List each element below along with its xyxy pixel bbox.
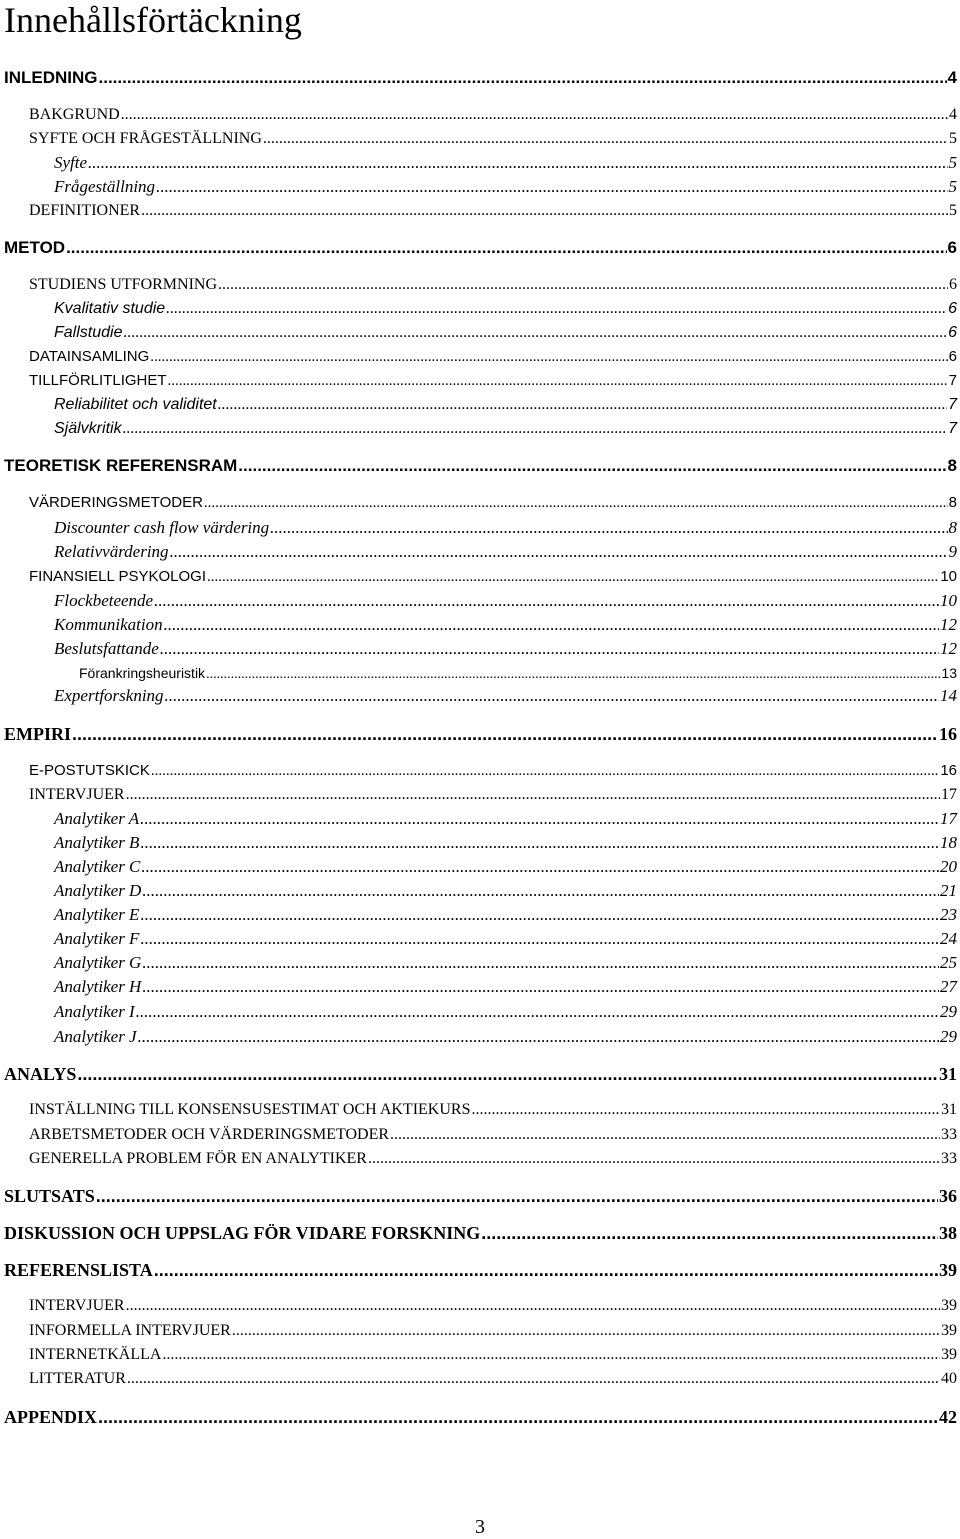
toc-entry-section[interactable]: [29, 369, 960, 393]
toc-label: INLEDNING: [4, 68, 98, 87]
toc-entry-subsection[interactable]: [54, 321, 960, 345]
toc-page: 38: [939, 1223, 957, 1243]
toc-page: 29: [940, 1027, 957, 1046]
toc-page: 21: [940, 881, 957, 900]
toc-page: 40: [941, 1370, 957, 1387]
toc-entry-chapter[interactable]: [4, 1062, 960, 1086]
toc-entry-section[interactable]: [29, 345, 960, 369]
toc-leader: [142, 879, 939, 903]
toc-page: 16: [940, 762, 957, 779]
toc-entry-section[interactable]: [29, 103, 960, 127]
toc-page: 12: [940, 639, 957, 658]
toc-page: 27: [940, 977, 957, 996]
toc-label: Syfte: [54, 153, 88, 172]
toc-leader: [151, 759, 939, 783]
toc-label: Relativvärdering: [54, 542, 169, 561]
toc-label: APPENDIX: [4, 1407, 97, 1427]
toc-page: 18: [940, 833, 957, 852]
toc-leader: [88, 151, 947, 175]
toc-entry-chapter[interactable]: [4, 66, 960, 90]
toc-entry-section[interactable]: [29, 273, 960, 297]
toc-leader: [170, 540, 948, 564]
toc-leader: [263, 127, 948, 151]
toc-leader: [66, 236, 946, 260]
toc-label: SLUTSATS: [4, 1186, 95, 1206]
toc-leader: [166, 297, 947, 321]
toc-leader: [207, 565, 939, 589]
toc-label: Analytiker B: [54, 833, 140, 852]
toc-label: INTERVJUER: [29, 1297, 125, 1314]
toc-entry-subsubsection[interactable]: [79, 661, 960, 685]
toc-label: Reliabilitet och validitet: [54, 396, 217, 413]
toc-leader: [160, 637, 939, 661]
toc-leader: [165, 684, 939, 708]
toc-leader: [140, 927, 939, 951]
toc-page: 25: [940, 953, 957, 972]
toc-leader: [232, 1319, 940, 1343]
toc-label: ARBETSMETODER OCH VÄRDERINGSMETODER: [29, 1126, 390, 1143]
toc-entry-chapter[interactable]: [4, 722, 960, 746]
toc-entry-section[interactable]: [29, 1367, 960, 1391]
toc-page: 39: [941, 1346, 957, 1363]
toc-label: ANALYS: [4, 1064, 77, 1084]
toc-entry-subsection[interactable]: [54, 1000, 960, 1024]
toc-leader: [141, 199, 948, 223]
toc-label: Analytiker A: [54, 809, 140, 828]
toc-page: 5: [949, 202, 957, 219]
toc-label: Förankringsheuristik: [79, 665, 206, 681]
toc-entry-subsection[interactable]: [54, 540, 960, 564]
toc-page: 31: [941, 1101, 957, 1118]
toc-page: 8: [948, 518, 957, 537]
toc-leader: [77, 1062, 938, 1086]
toc-page: 13: [941, 665, 957, 681]
toc-label: Analytiker F: [54, 929, 140, 948]
toc-entry-subsection[interactable]: [54, 516, 960, 540]
toc-label: INSTÄLLNING TILL KONSENSUSESTIMAT OCH AKTIEKURS: [29, 1101, 471, 1118]
toc-entry-section[interactable]: [29, 1319, 960, 1343]
toc-leader: [150, 345, 947, 369]
toc-page: 16: [939, 724, 957, 744]
toc-page: 6: [948, 348, 957, 365]
toc-leader: [72, 722, 938, 746]
toc-label: Analytiker C: [54, 857, 141, 876]
toc-label: Kommunikation: [54, 615, 163, 634]
toc-entry-section[interactable]: [29, 491, 960, 515]
toc-leader: [154, 1258, 938, 1282]
toc-label: LITTERATUR: [29, 1370, 126, 1387]
toc-entry-subsection[interactable]: [54, 151, 960, 175]
toc-label: Expertforskning: [54, 686, 164, 705]
toc-entry-subsection[interactable]: [54, 951, 960, 975]
toc-leader: [368, 1147, 940, 1171]
toc-label: Beslutsfattande: [54, 639, 159, 658]
toc-leader: [96, 1184, 938, 1208]
toc-entry-section[interactable]: [29, 759, 960, 783]
toc-page: 4: [949, 106, 957, 123]
toc-page: 12: [940, 615, 957, 634]
toc-page: 6: [949, 276, 957, 293]
toc-label: INFORMELLA INTERVJUER: [29, 1322, 231, 1339]
toc-entry-section[interactable]: [29, 199, 960, 223]
page-number: 3: [475, 1516, 485, 1538]
toc-leader: [126, 1294, 940, 1318]
toc-leader: [390, 1123, 940, 1147]
toc-page: 6: [948, 324, 957, 341]
toc-page: 36: [939, 1186, 957, 1206]
toc-entry-section[interactable]: [29, 1343, 960, 1367]
toc-page: 24: [940, 929, 957, 948]
toc-label: Frågeställning: [54, 177, 156, 196]
toc-leader: [142, 975, 939, 999]
toc-page: 8: [947, 456, 957, 475]
toc-entry-subsection[interactable]: [54, 684, 960, 708]
toc-entry-subsection[interactable]: [54, 613, 960, 637]
toc-page: 20: [940, 857, 957, 876]
toc-label: E-POSTUTSKICK: [29, 762, 150, 779]
toc-leader: [156, 175, 947, 199]
toc-label: EMPIRI: [4, 724, 71, 744]
toc-leader: [98, 1405, 938, 1429]
toc-page: 6: [947, 238, 957, 257]
toc-entry-section[interactable]: [29, 1147, 960, 1171]
toc-entry-subsection[interactable]: [54, 903, 960, 927]
toc-leader: [127, 1367, 940, 1391]
toc-entry-subsection[interactable]: [54, 879, 960, 903]
toc-entry-subsection[interactable]: [54, 393, 960, 417]
toc-label: Analytiker J: [54, 1027, 137, 1046]
toc-label: Analytiker E: [54, 905, 140, 924]
toc-leader: [218, 273, 948, 297]
toc-page: 29: [940, 1002, 957, 1021]
toc-page: 31: [939, 1064, 957, 1084]
toc-label: Analytiker G: [54, 953, 142, 972]
toc-entry-section[interactable]: [29, 565, 960, 589]
toc-page: 10: [940, 591, 957, 610]
toc-page: 42: [939, 1407, 957, 1427]
toc-entry-subsection[interactable]: [54, 855, 960, 879]
toc-entry-subsection[interactable]: [54, 637, 960, 661]
toc-leader: [138, 1025, 939, 1049]
toc-leader: [162, 1343, 940, 1367]
toc-label: Discounter cash flow värdering: [54, 518, 270, 537]
toc-page: 33: [941, 1150, 957, 1167]
toc-leader: [154, 589, 939, 613]
toc-label: TEORETISK REFERENSRAM: [4, 456, 238, 475]
toc-leader: [136, 1000, 939, 1024]
toc-page: 9: [948, 542, 957, 561]
toc-leader: [123, 417, 948, 441]
toc-label: FINANSIELL PSYKOLOGI: [29, 568, 207, 585]
toc-page: 5: [949, 130, 957, 147]
toc-label: INTERVJUER: [29, 786, 125, 803]
toc-entry-subsection[interactable]: [54, 975, 960, 999]
toc-leader: [140, 831, 939, 855]
toc-entry-section[interactable]: [29, 1294, 960, 1318]
toc-entry-subsection[interactable]: [54, 807, 960, 831]
toc-label: DEFINITIONER: [29, 202, 141, 219]
toc-label: METOD: [4, 238, 66, 257]
toc-label: BAKGRUND: [29, 106, 120, 123]
toc-page: 5: [948, 177, 957, 196]
toc-entry-section[interactable]: [29, 783, 960, 807]
toc-leader: [141, 855, 939, 879]
toc-entry-section[interactable]: [29, 1098, 960, 1122]
toc-entry-subsection[interactable]: [54, 831, 960, 855]
toc-entry-chapter[interactable]: [4, 1184, 960, 1208]
toc-label: Analytiker I: [54, 1002, 135, 1021]
toc-leader: [164, 613, 939, 637]
page-title: Innehållsförtäckning: [4, 0, 302, 40]
toc-leader: [140, 807, 939, 831]
toc-page: 39: [941, 1322, 957, 1339]
toc-label: GENERELLA PROBLEM FÖR EN ANALYTIKER: [29, 1150, 367, 1167]
toc-page: 5: [948, 153, 957, 172]
toc-label: Flockbeteende: [54, 591, 154, 610]
toc-label: VÄRDERINGSMETODER: [29, 494, 203, 511]
toc-entry-subsection[interactable]: [54, 927, 960, 951]
toc-leader: [218, 393, 947, 417]
toc-label: Analytiker D: [54, 881, 142, 900]
toc-page: 39: [939, 1260, 957, 1280]
toc-entry-subsection[interactable]: [54, 175, 960, 199]
toc-label: SYFTE OCH FRÅGESTÄLLNING: [29, 130, 262, 147]
toc-leader: [126, 783, 940, 807]
toc-label: Analytiker H: [54, 977, 142, 996]
toc-page: 7: [948, 396, 957, 413]
toc-page: 10: [940, 568, 957, 585]
toc-entry-chapter[interactable]: [4, 236, 960, 260]
toc-leader: [204, 491, 948, 515]
toc-page: 33: [941, 1126, 957, 1143]
toc-entry-section[interactable]: [29, 1123, 960, 1147]
toc-entry-chapter[interactable]: [4, 1221, 960, 1245]
toc-page: 17: [940, 809, 957, 828]
toc-label: TILLFÖRLITLIGHET: [29, 372, 167, 389]
toc-entry-subsection[interactable]: [54, 297, 960, 321]
toc-leader: [238, 454, 946, 478]
toc-entry-chapter[interactable]: [4, 1405, 960, 1429]
toc-entry-chapter[interactable]: [4, 454, 960, 478]
toc-page: 7: [948, 372, 957, 389]
toc-label: INTERNETKÄLLA: [29, 1346, 162, 1363]
toc-entry-section[interactable]: [29, 127, 960, 151]
toc-leader: [99, 66, 947, 90]
toc-page: 17: [941, 786, 957, 803]
toc-leader: [121, 103, 948, 127]
toc-page: 23: [940, 905, 957, 924]
toc-label: Fallstudie: [54, 324, 123, 341]
toc-entry-subsection[interactable]: [54, 1025, 960, 1049]
toc-label: DATAINSAMLING: [29, 348, 150, 365]
toc-label: REFERENSLISTA: [4, 1260, 153, 1280]
toc-leader: [471, 1098, 940, 1122]
toc-leader: [270, 516, 947, 540]
toc-label: STUDIENS UTFORMNING: [29, 276, 218, 293]
toc-label: Kvalitativ studie: [54, 300, 166, 317]
toc-label: Självkritik: [54, 420, 122, 437]
toc-page: 4: [947, 68, 957, 87]
toc-leader: [481, 1221, 938, 1245]
toc-page: 39: [941, 1297, 957, 1314]
toc-page: 14: [940, 686, 957, 705]
toc-leader: [142, 951, 939, 975]
toc-page: 6: [948, 300, 957, 317]
toc-entry-chapter[interactable]: [4, 1258, 960, 1282]
toc-label: DISKUSSION OCH UPPSLAG FÖR VIDARE FORSKNING: [4, 1223, 481, 1243]
toc-entry-subsection[interactable]: [54, 589, 960, 613]
toc-page: 7: [948, 420, 957, 437]
toc-entry-subsection[interactable]: [54, 417, 960, 441]
toc-leader: [123, 321, 947, 345]
toc-leader: [140, 903, 939, 927]
toc-leader: [168, 369, 948, 393]
toc-page: 8: [948, 494, 957, 511]
